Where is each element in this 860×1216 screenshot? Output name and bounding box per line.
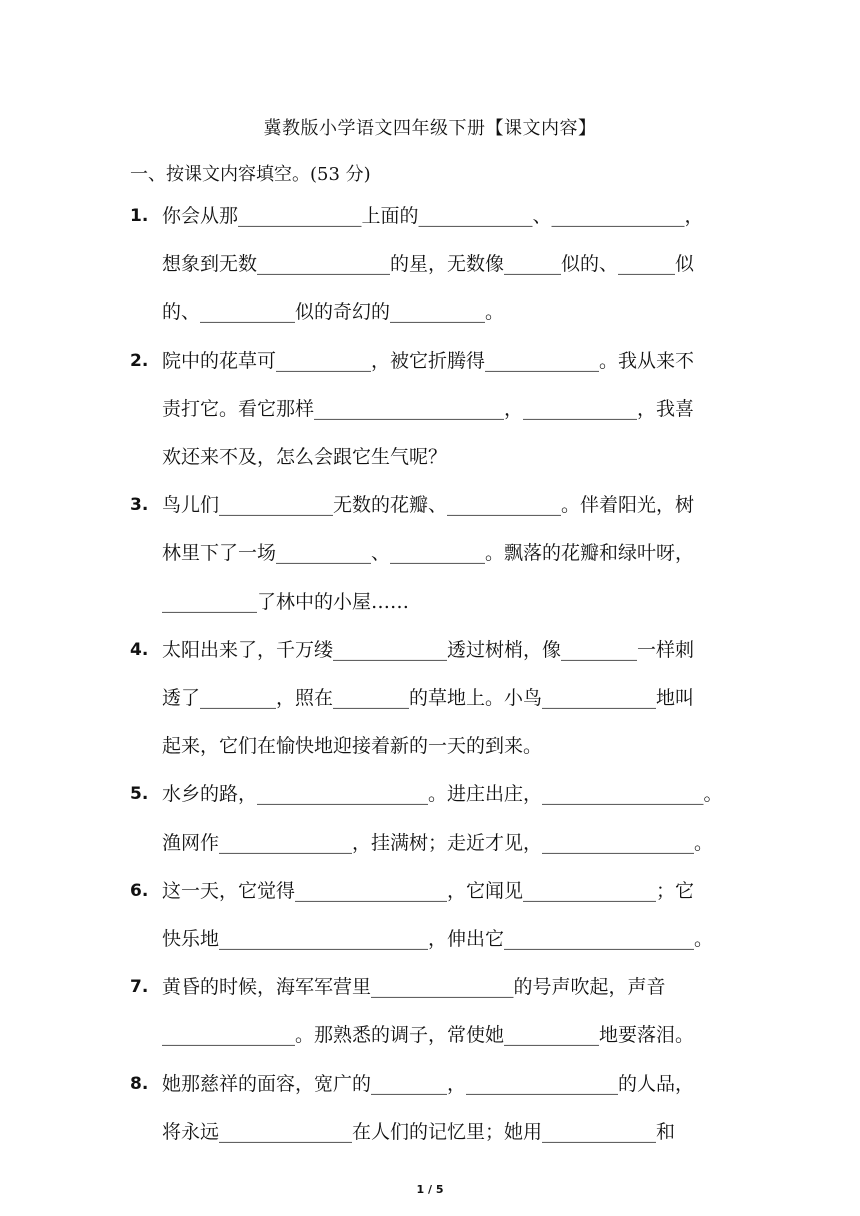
question-text: 透了________，照在________的草地上。小鸟____________地叫 — [162, 687, 695, 709]
question-text: 你会从那_____________上面的____________、______________， — [162, 205, 704, 227]
question-text: 院中的花草可__________，被它折腾得____________。我从来不 — [162, 350, 695, 372]
question-text: 她那慈祥的面容，宽广的________，________________的人品， — [162, 1073, 695, 1095]
question-number: 1 . — [130, 203, 148, 229]
question-number: 3 . — [130, 492, 148, 518]
question-text: 林里下了一场__________、__________。飘落的花瓣和绿叶呀， — [162, 542, 695, 564]
question-text: 鸟儿们____________无数的花瓣、____________。伴着阳光，树 — [162, 494, 695, 516]
question-number: 7 . — [130, 974, 148, 1000]
question-number: 5 . — [130, 781, 148, 807]
question-text: 快乐地______________________，伸出它____________________。 — [162, 928, 714, 950]
question-text: 想象到无数______________的星，无数像______似的、______似 — [162, 253, 695, 275]
question-number: 2 . — [130, 348, 148, 374]
question-text: 责打它。看它那样____________________，____________，我喜 — [162, 398, 695, 420]
section-heading: 一、按课文内容填空。(53 分) — [130, 164, 371, 185]
question-text: 水乡的路，__________________。进庄出庄，_________________。 — [162, 783, 723, 805]
question-text: 的、__________似的奇幻的__________。 — [162, 301, 505, 323]
question-text: 起来，它们在愉快地迎接着新的一天的到来。 — [162, 735, 543, 757]
page-number: 1 / 5 — [416, 1183, 444, 1196]
question-text: 黄昏的时候，海军军营里_______________的号声吹起，声音 — [162, 976, 666, 998]
question-text: 渔网作______________，挂满树；走近才见，________________。 — [162, 832, 714, 854]
question-text: __________了林中的小屋…… — [162, 591, 410, 613]
question-number: 4 . — [130, 637, 148, 663]
question-number: 6 . — [130, 878, 148, 904]
question-text: ______________。那熟悉的调子，常使她__________地要落泪。 — [162, 1024, 695, 1046]
question-text: 这一天，它觉得________________，它闻见______________；它 — [162, 880, 695, 902]
question-number: 8 . — [130, 1071, 148, 1097]
question-text: 太阳出来了，千万缕____________透过树梢，像________一样刺 — [162, 639, 695, 661]
question-text: 欢还来不及，怎么会跟它生气呢？ — [162, 446, 448, 468]
question-text: 将永远______________在人们的记忆里；她用____________和 — [162, 1121, 676, 1143]
page-title: 冀教版小学语文四年级下册【课文内容】 — [263, 118, 597, 139]
